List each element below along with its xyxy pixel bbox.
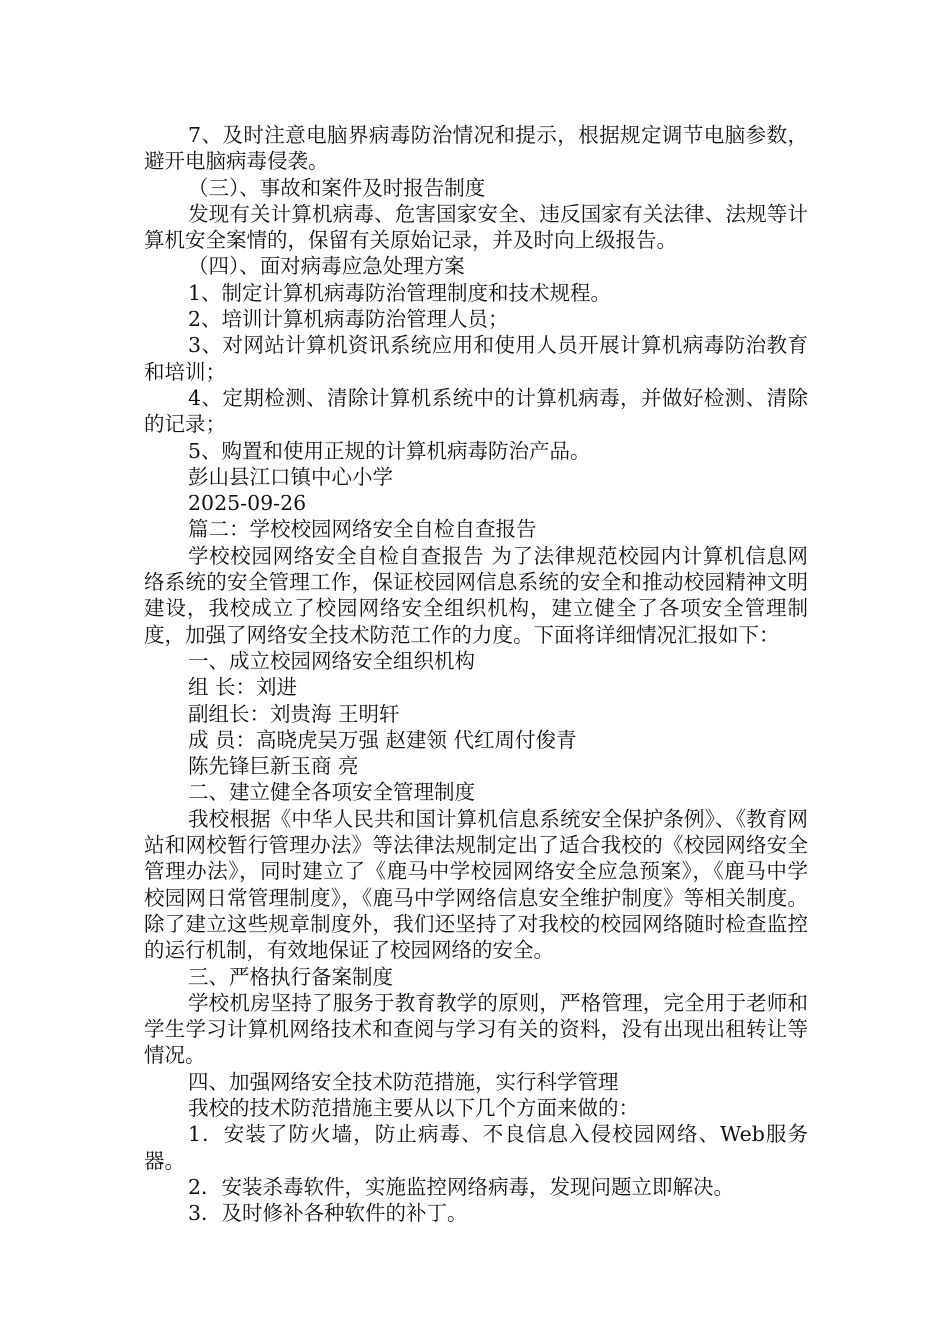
section-heading: （三）、事故和案件及时报告制度 xyxy=(188,175,486,200)
article-title: 篇二：学校校园网络安全自检自查报告 xyxy=(188,517,537,542)
member-line: 组 长：刘进 xyxy=(188,675,298,700)
section-heading: 一、成立校园网络安全组织机构 xyxy=(188,648,475,673)
signature-date: 2025-09-26 xyxy=(188,491,307,516)
paragraph: 学校校园网络安全自检自查报告 为了法律规范校园内计算机信息网络系统的安全管理工作，保证校园网信息系统的安全和推动校园精神文明建设，我校成立了校园网络安全组织机构，建立健全了各项安全管理制度，加强了网络安全技术防范工作的力度。下面将详细情况汇报如下： xyxy=(144,543,808,647)
list-item: 1．安装了防火墙，防止病毒、不良信息入侵校园网络、Web服务器。 xyxy=(144,1122,808,1173)
member-line: 成 员：高晓虎吴万强 赵建领 代红周付俊青 xyxy=(188,727,577,752)
list-item: 5、购置和使用正规的计算机病毒防治产品。 xyxy=(188,438,591,463)
paragraph: 我校根据《中华人民共和国计算机信息系统安全保护条例》、《教育网站和网校暂行管理办法》等法律法规制定出了适合我校的《校园网络安全管理办法》，同时建立了《鹿马中学校园网络安全应急预案》，《鹿马中学校园网日常管理制度》，《鹿马中学网络信息安全维护制度》等相关制度。除了建立这些规章制度外，我们还坚持了对我校的校园网络随时检查监控的运行机制，有效地保证了校园网络的安全。 xyxy=(144,806,808,963)
paragraph: 7、及时注意电脑界病毒防治情况和提示，根据规定调节电脑参数，避开电脑病毒侵袭。 xyxy=(144,123,808,174)
document-body xyxy=(144,122,808,1226)
list-item: 3．及时修补各种软件的补丁。 xyxy=(188,1201,468,1226)
section-heading: 三、严格执行备案制度 xyxy=(188,964,393,989)
member-line: 陈先锋巨新玉商 亮 xyxy=(188,754,359,779)
section-heading: 二、建立健全各项安全管理制度 xyxy=(188,780,475,805)
paragraph: 学校机房坚持了服务于教育教学的原则，严格管理，完全用于老师和学生学习计算机网络技术和查阅与学习有关的资料，没有出现出租转让等情况。 xyxy=(144,990,808,1068)
list-item: 4、定期检测、清除计算机系统中的计算机病毒，并做好检测、清除的记录； xyxy=(144,385,808,437)
list-item: 3、对网站计算机资讯系统应用和使用人员开展计算机病毒防治教育和培训； xyxy=(144,333,808,384)
signature-school: 彭山县江口镇中心小学 xyxy=(188,464,393,489)
section-heading: （四）、面对病毒应急处理方案 xyxy=(188,254,465,279)
paragraph: 我校的技术防范措施主要从以下几个方面来做的： xyxy=(188,1095,639,1120)
section-heading: 四、加强网络安全技术防范措施，实行科学管理 xyxy=(188,1069,619,1094)
member-line: 副组长：刘贵海 王明轩 xyxy=(188,701,400,726)
list-item: 2．安装杀毒软件，实施监控网络病毒，发现问题立即解决。 xyxy=(188,1174,735,1199)
list-item: 2、培训计算机病毒防治管理人员； xyxy=(188,307,509,332)
list-item: 1、制定计算机病毒防治管理制度和技术规程。 xyxy=(188,280,612,305)
paragraph: 发现有关计算机病毒、危害国家安全、违反国家有关法律、法规等计算机安全案情的，保留有关原始记录，并及时向上级报告。 xyxy=(144,201,808,253)
